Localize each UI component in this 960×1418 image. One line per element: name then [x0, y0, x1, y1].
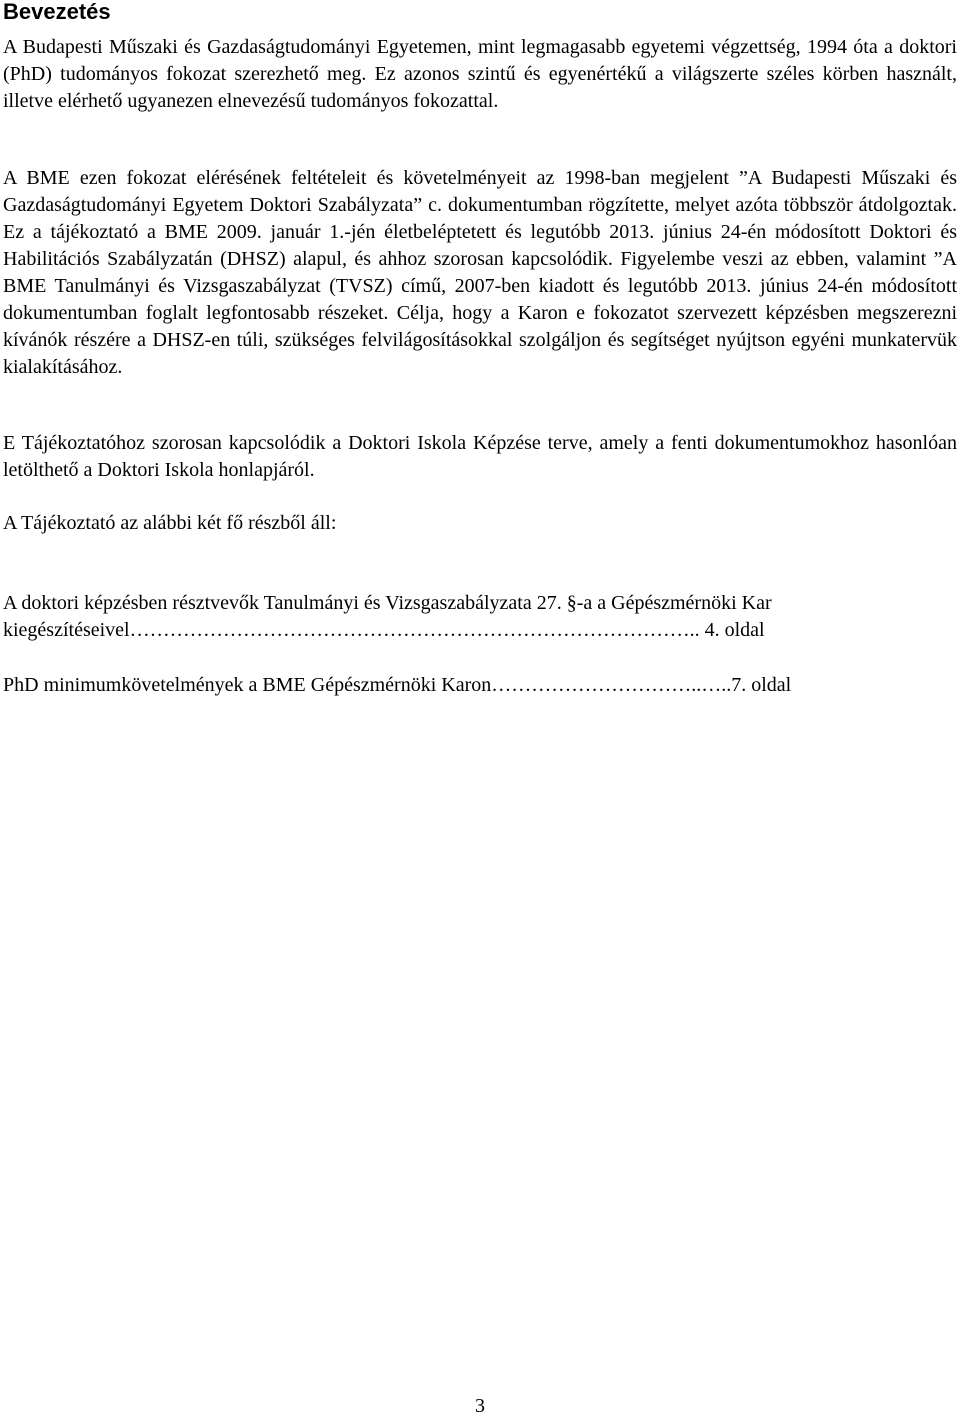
- toc-entry: [3, 590, 957, 644]
- intro-paragraph: A Budapesti Műszaki és Gazdaságtudományi Egyetemen, mint legmagasabb egyetemi végzettség, 1994 óta a doktori (PhD) tudományos fokozat szerezhető meg. Ez azonos szintű és egyenértékű a világszerte széles körben használt, illetve elérhető ugyanezen elnevezésű tudományos fokozattal.: [3, 36, 957, 112]
- toc-entry-line: A doktori képzésben résztvevők Tanulmányi és Vizsgaszabályzata 27. §-a a Gépészmérnöki Kar: [3, 592, 772, 614]
- section-heading: Bevezetés: [3, 0, 111, 24]
- toc-entry: [3, 672, 957, 699]
- regulations-paragraph: A BME ezen fokozat elérésének feltételeit és követelményeit az 1998-ban megjelent ”A Budapesti Műszaki és Gazdaságtudományi Egyetem Doktori Szabályzata” c. dokumentumban rögzítette, melyet azóta többször átdolgoztak. Ez a tájékoztató a BME 2009. január 1.-jén életbeléptetett és legutóbb 2013. június 24-én módosított Doktori és Habilitációs Szabályzatán (DHSZ) alapul, és ahhoz szorosan kapcsolódik. Figyelembe veszi az ebben, valamint ”A BME Tanulmányi és Vizsgaszabályzat (TVSZ) című, 2007-ben kiadott és legutóbb 2013. június 24-én módosított dokumentumban foglalt legfontosabb részeket. Célja, hogy a Karon e fokozatot szervezett képzésben megszerezni kívánók részére a DHSZ-en túli, szükséges felvilágosításokkal szolgáljon és segítséget nyújtson egyéni munkatervük kialakításához.: [3, 167, 957, 378]
- toc-entry-line: kiegészítéseivel………………………………………………………………………….. 4. oldal: [3, 619, 765, 641]
- structure-paragraph: A Tájékoztató az alábbi két fő részből áll:: [3, 512, 337, 534]
- training-plan-paragraph: E Tájékoztatóhoz szorosan kapcsolódik a Doktori Iskola Képzése terve, amely a fenti dokumentumokhoz hasonlóan letölthető a Doktori Iskola honlapjáról.: [3, 432, 957, 481]
- page-number: 3: [475, 1395, 485, 1417]
- toc-entry-line: PhD minimumkövetelmények a BME Gépészmérnöki Karon…………………………..…..7. oldal: [3, 674, 792, 696]
